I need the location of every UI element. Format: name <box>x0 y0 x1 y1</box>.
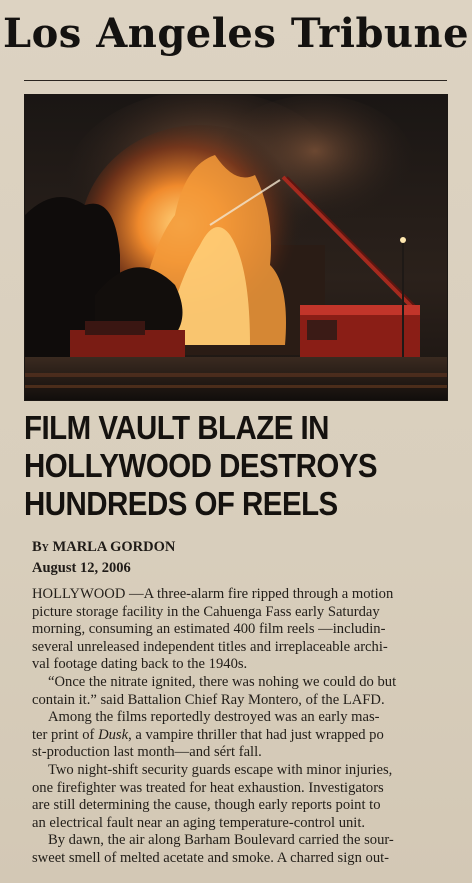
body-line: st-production last month—and sért fall. <box>32 744 262 761</box>
body-line-with-title <box>32 727 452 745</box>
body-line: picture storage facility in the Cahuenga Fass early Saturday <box>32 603 380 620</box>
body-line: Among the films reportedly destroyed was an early mas- <box>48 709 380 726</box>
body-line: HOLLYWOOD —A three-alarm fire ripped through a motion <box>32 586 394 602</box>
headline-line-3: HUNDREDS OF REELS <box>24 486 338 523</box>
byline-prefix: By <box>32 539 49 555</box>
body-line: morning, consuming an estimated 400 film reels —includin- <box>32 621 386 638</box>
fire-scene-image <box>25 95 447 400</box>
body-line: contain it.” said Battalion Chief Ray Montero, of the LAFD. <box>32 691 385 708</box>
fire-photo <box>24 94 448 401</box>
article-body <box>32 586 452 868</box>
body-line: one firefighter was treated for heat exhaustion. Investigators <box>32 779 384 796</box>
headline-line-1: FILM VAULT BLAZE IN <box>24 410 329 447</box>
body-line: By dawn, the air along Barham Boulevard carried the sour- <box>48 832 394 849</box>
body-line: Two night-shift security guards escape with minor injuries, <box>48 761 393 778</box>
byline <box>32 539 175 556</box>
body-line: an electrical fault near an aging temperature-control unit. <box>32 814 366 831</box>
body-line: sweet smell of melted acetate and smoke. A charred sign out- <box>32 849 390 866</box>
body-line-part: , a vampire thriller that had just wrapped po <box>128 726 384 743</box>
body-line: several unreleased independent titles and irreplaceable archi- <box>32 638 388 655</box>
masthead-rule <box>24 80 447 81</box>
film-title: Dusk <box>98 726 129 743</box>
headline <box>24 410 402 524</box>
article-date: August 12, 2006 <box>32 560 131 576</box>
byline-author: MARLA GORDON <box>52 539 176 555</box>
headline-line-2: HOLLYWOOD DESTROYS <box>24 448 378 485</box>
body-line-part: ter print of <box>32 726 99 743</box>
body-line: val footage dating back to the 1940s. <box>32 656 248 673</box>
masthead: Los Angeles Tribune <box>2 10 470 57</box>
body-line: are still determining the cause, though early reports point to <box>32 797 381 814</box>
body-line: “Once the nitrate ignited, there was nohing we could do but <box>48 673 397 690</box>
